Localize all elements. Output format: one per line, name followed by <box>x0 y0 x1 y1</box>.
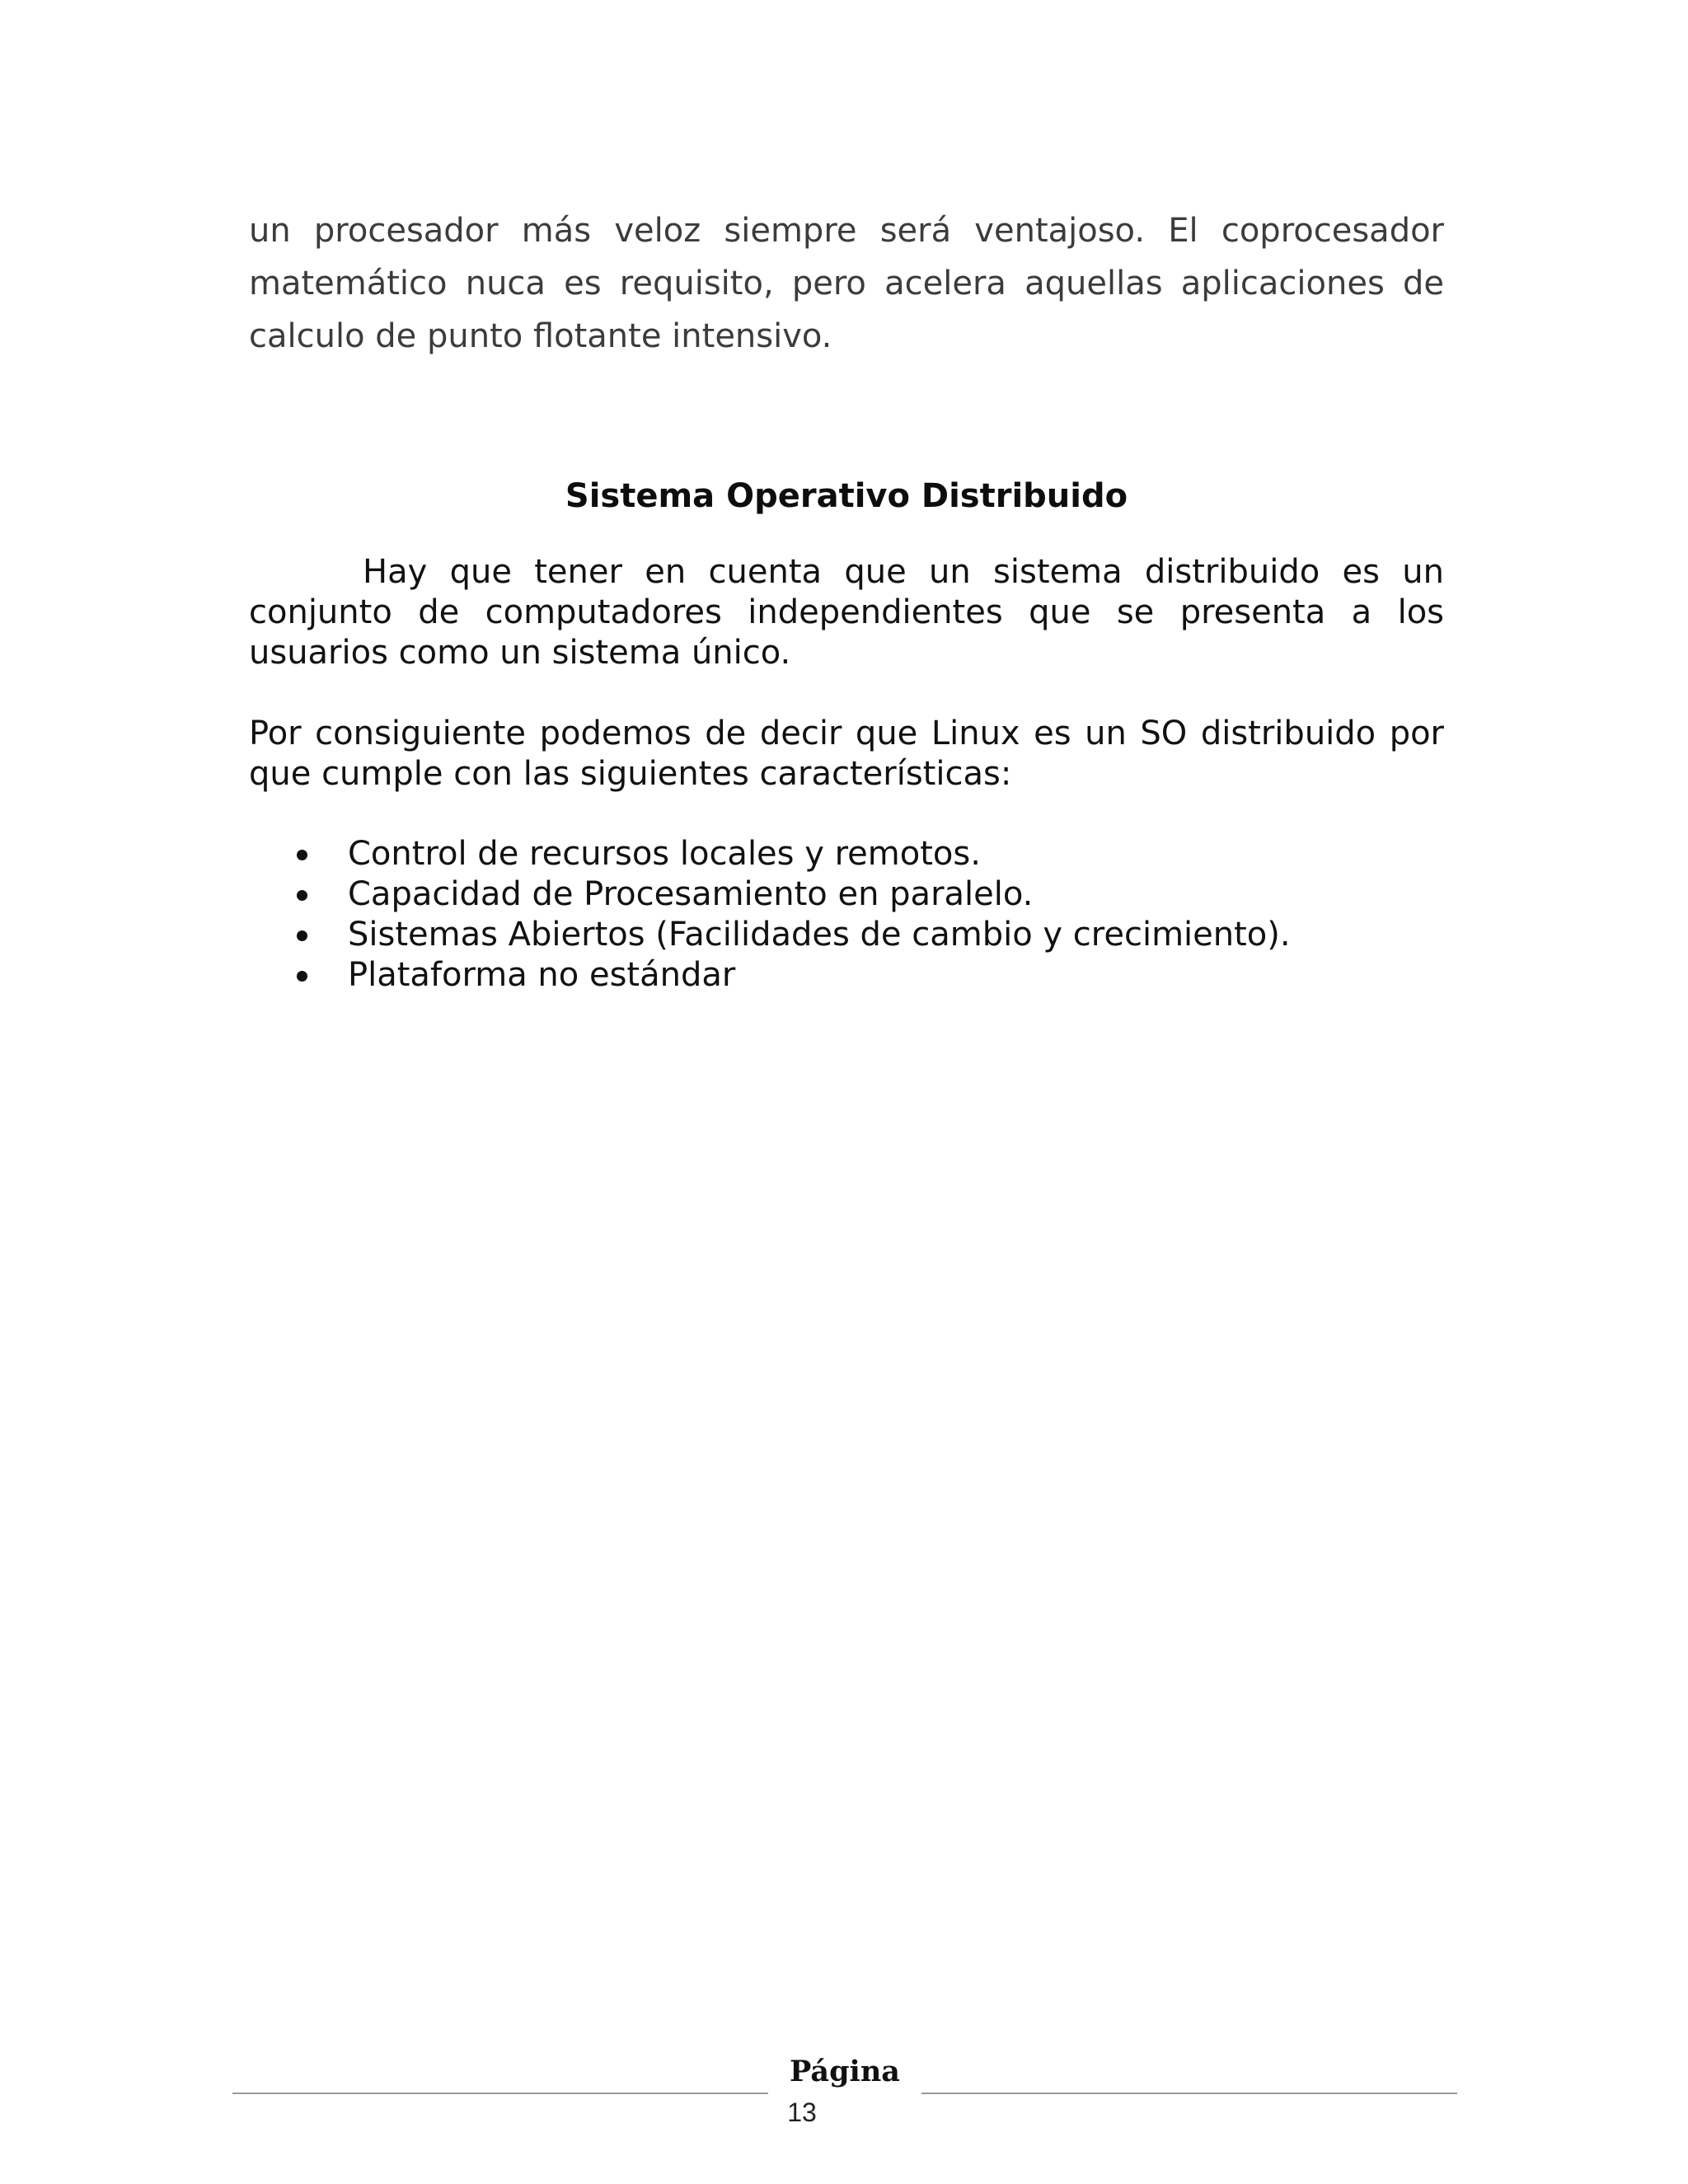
intro-paragraph: un procesador más veloz siempre será ventajoso. El coprocesador matemático nuca es requisito, pero acelera aquellas aplicaciones de calculo de punto flotante intensivo. <box>249 212 1444 355</box>
list-item-text: Capacidad de Procesamiento en paralelo. <box>348 875 1034 913</box>
list-item <box>249 874 1444 915</box>
features-list <box>249 834 1444 996</box>
list-item-text: Sistemas Abiertos (Facilidades de cambio y crecimiento). <box>348 916 1291 954</box>
footer-divider-right <box>921 2093 1457 2094</box>
list-item <box>249 834 1444 874</box>
bullet-icon <box>297 971 307 982</box>
bullet-icon <box>297 930 307 941</box>
footer-page-label: Página <box>790 2055 900 2088</box>
section-heading: Sistema Operativo Distribuido <box>565 477 1128 515</box>
list-item-text: Control de recursos locales y remotos. <box>348 835 981 873</box>
footer-divider-left <box>232 2093 768 2094</box>
list-item <box>249 955 1444 996</box>
bullet-icon <box>297 850 307 860</box>
list-item <box>249 915 1444 955</box>
definition-paragraph: Hay que tener en cuenta que un sistema distribuido es un conjunto de computadores independientes que se presenta a los usuarios como un sistema único. <box>249 553 1444 672</box>
footer-page-number: 13 <box>787 2097 817 2127</box>
bullet-icon <box>297 890 307 901</box>
list-item-text: Plataforma no estándar <box>348 956 736 994</box>
conclusion-paragraph: Por consiguiente podemos de decir que Linux es un SO distribuido por que cumple con las siguientes características: <box>249 715 1444 793</box>
